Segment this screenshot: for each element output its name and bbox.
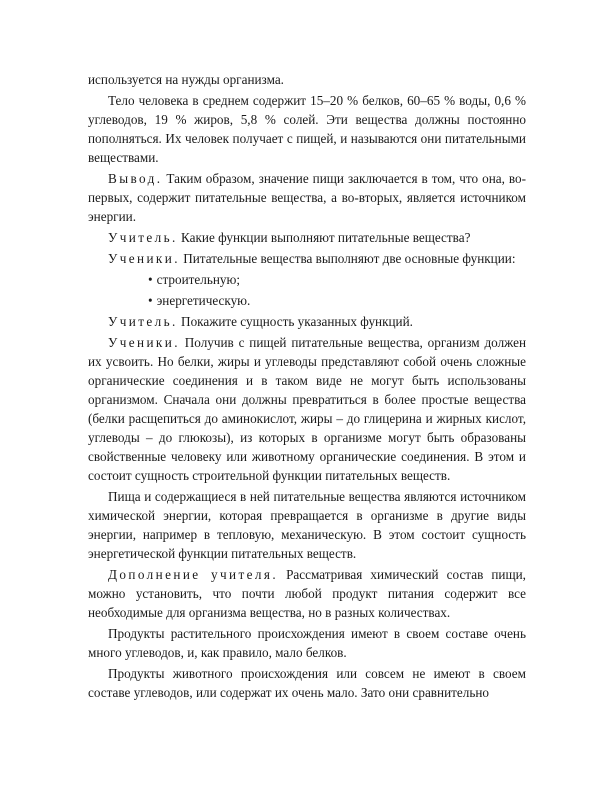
document-page [88,70,526,704]
speaker-label: Дополнение учителя. [108,567,279,582]
speaker-label: Учитель. [108,314,178,329]
list-item-building: • строительную; [88,270,526,289]
paragraph-energy-function: Пища и содержащиеся в ней питательные вещества являются источником химической энергии, которая превращается в организме в другие виды энергии, например в тепловую, механическую. В этом состоит сущность энергетической функции питательных веществ. [88,489,526,561]
speaker-label: Вывод. [108,171,163,186]
paragraph-animal-products: Продукты животного происхождения или совсем не имеют в своем составе углеводов, или содержат их очень мало. Зато они сравнительно [88,666,526,700]
paragraph-teacher-request: Учитель. Покажите сущность указанных функций. [108,314,413,329]
paragraph-teacher-question: Учитель. Какие функции выполняют питательные вещества? [108,230,471,245]
speaker-label: Учитель. [108,230,178,245]
speaker-label: Ученики. [108,251,180,266]
paragraph-teacher-addition: Дополнение учителя. Рассматривая химический состав пищи, можно установить, что почти любой продукт питания содержит все необходимые для организма вещества, но в разных количествах. [88,567,526,620]
bullet-icon: • [148,272,153,287]
paragraph-plant-products: Продукты растительного происхождения имеют в своем составе очень много углеводов, и, как правило, мало белков. [88,626,526,660]
paragraph-students-answer: Ученики. Питательные вещества выполняют две основные функции: [108,251,516,266]
list-item-energy: • энергетическую. [88,291,526,310]
paragraph-body-composition: Тело человека в среднем содержит 15–20 % белков, 60–65 % воды, 0,6 % углеводов, 19 % жиров, 5,8 % солей. Эти вещества должны постоянно пополняться. Их человек получает с пищей, и называются они питательными веществами. [88,93,526,165]
paragraph-building-function: Ученики. Получив с пищей питательные вещества, организм должен их усвоить. Но белки, жиры и углеводы представляют собой очень сложные органические соединения и в таком виде не могут быть использованы организмом. Сначала они должны превратиться в более простые вещества (белки расщепиться до аминокислот, жиры – до глицерина и жирных кислот, углеводы – до глюкозы), из которых в организме могут быть образованы свойственные человеку или животному органические соединения. В этом и состоит сущность строительной функции питательных веществ. [88,335,527,483]
speaker-label: Ученики. [108,335,180,350]
paragraph-conclusion: Вывод. Таким образом, значение пищи заключается в том, что она, во-первых, содержит питательные вещества, а во-вторых, является источником энергии. [88,171,526,224]
paragraph-continuation: используется на нужды организма. [88,72,284,87]
bullet-icon: • [148,293,153,308]
